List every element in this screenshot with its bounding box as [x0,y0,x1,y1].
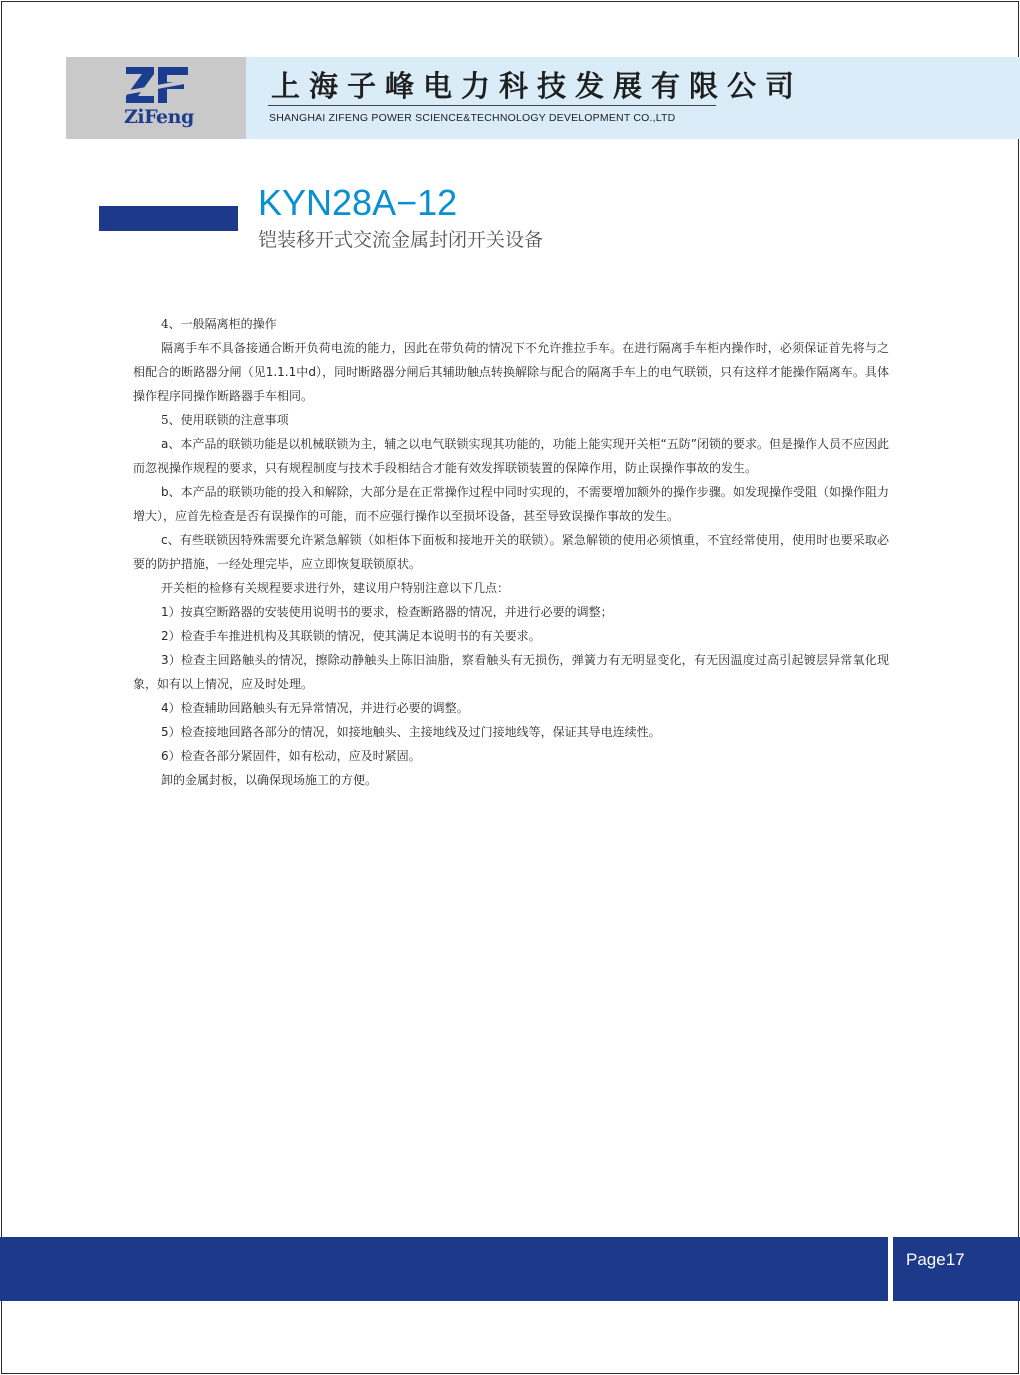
maintenance-item-4: 4）检查辅助回路触头有无异常情况，并进行必要的调整。 [161,701,469,715]
zifeng-logo-icon [124,65,190,105]
section-5-item-b: b、本产品的联锁功能的投入和解除，大部分是在正常操作过程中同时实现的，不需要增加额外的操作步骤。如发现操作受阻（如操作阻力增大），应首先检查是否有误操作的可能，而不应强行操作以至损坏设备，甚至导致误操作事故的发生。 [133,485,889,523]
maintenance-heading: 开关柜的检修有关规程要求进行外，建议用户特别注意以下几点： [161,581,510,595]
document-body [133,312,889,792]
logo-text: ZiFeng [124,106,194,128]
title-accent-bar [99,206,238,231]
section-5-item-c: c、有些联锁因特殊需要允许紧急解锁（如柜体下面板和接地开关的联锁）。紧急解锁的使用必须慎重，不宜经常使用，使用时也要采取必要的防护措施，一经处理完毕，应立即恢复联锁原状。 [133,533,889,571]
section-4-paragraph: 隔离手车不具备接通合断开负荷电流的能力，因此在带负荷的情况下不允许推拉手车。在进行隔离手车柜内操作时，必须保证首先将与之相配合的断路器分闸（见1.1.1中d），同时断路器分闸后其辅助触点转换解除与配合的隔离手车上的电气联锁，只有这样才能操作隔离车。具体操作程序同操作断路器手车相同。 [133,341,889,403]
maintenance-item-3: 3）检查主回路触头的情况，擦除动静触头上陈旧油脂，察看触头有无损伤，弹簧力有无明显变化，有无因温度过高引起镀层异常氧化现象，如有以上情况，应及时处理。 [133,653,889,691]
maintenance-item-6: 6）检查各部分紧固件，如有松动，应及时紧固。 [161,749,421,763]
section-5-item-a: a、本产品的联锁功能是以机械联锁为主，辅之以电气联锁实现其功能的，功能上能实现开关柜“五防”闭锁的要求。但是操作人员不应因此而忽视操作规程的要求，只有规程制度与技术手段相结合才能有效发挥联锁装置的保障作用，防止误操作事故的发生。 [133,437,889,475]
maintenance-item-2: 2）检查手车推进机构及其联锁的情况，使其满足本说明书的有关要求。 [161,629,541,643]
header-divider [268,105,716,106]
product-model: KYN28A−12 [258,182,458,223]
section-4-heading: 4、一般隔离柜的操作 [161,317,277,331]
maintenance-item-5: 5）检查接地回路各部分的情况，如接地触头、主接地线及过门接地线等，保证其导电连续性。 [161,725,661,739]
product-subtitle: 铠装移开式交流金属封闭开关设备 [258,229,544,251]
page-number: Page17 [906,1250,965,1269]
section-5-heading: 5、使用联锁的注意事项 [161,413,289,427]
maintenance-item-1: 1）按真空断路器的安装使用说明书的要求，检查断路器的情况，并进行必要的调整； [161,605,613,619]
closing-line: 卸的金属封板，以确保现场施工的方便。 [161,773,378,787]
footer-bar [0,1237,888,1301]
company-name-cn: 上海子峰电力科技发展有限公司 [271,69,804,103]
company-name-en: SHANGHAI ZIFENG POWER SCIENCE&TECHNOLOGY DEVELOPMENT CO.,LTD [269,112,676,124]
